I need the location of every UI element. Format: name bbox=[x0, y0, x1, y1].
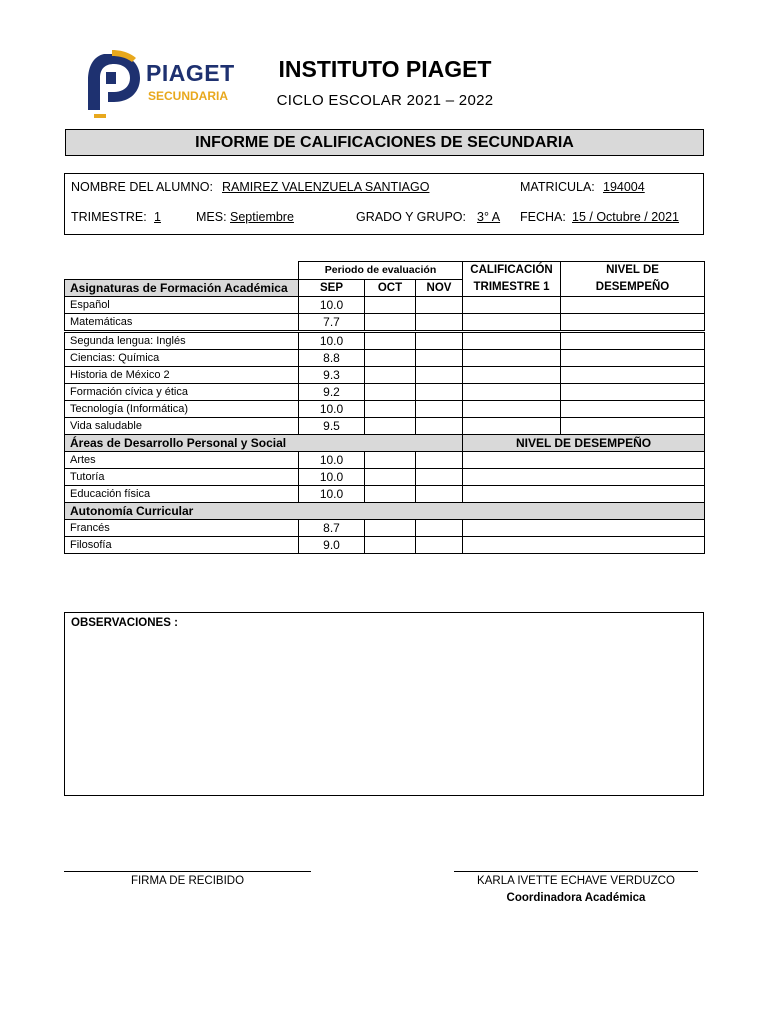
signature-line-right bbox=[454, 871, 698, 872]
coordinator-name: KARLA IVETTE ECHAVE VERDUZCO bbox=[477, 875, 675, 887]
grade-sep: 9.5 bbox=[299, 418, 365, 435]
grade-oct bbox=[365, 469, 416, 486]
grade-oct bbox=[365, 297, 416, 314]
table-row bbox=[65, 314, 705, 332]
subject-name: Historia de México 2 bbox=[65, 367, 299, 384]
fecha-label: FECHA: bbox=[520, 210, 566, 224]
nivel-desempeno bbox=[463, 537, 705, 554]
signature-line-left bbox=[64, 871, 311, 872]
table-row bbox=[65, 418, 705, 435]
student-info-box bbox=[64, 173, 704, 235]
nivel-desempeno bbox=[561, 332, 705, 350]
table-row bbox=[65, 367, 705, 384]
grade-sep: 10.0 bbox=[299, 486, 365, 503]
month-sep-header: SEP bbox=[299, 279, 365, 297]
grade-oct bbox=[365, 452, 416, 469]
grade-nov bbox=[416, 452, 463, 469]
grade-trimestre bbox=[463, 367, 561, 384]
mes-label: MES: bbox=[196, 210, 227, 224]
grade-nov bbox=[416, 401, 463, 418]
nivel-desempeno bbox=[561, 297, 705, 314]
grado-value: 3° A bbox=[477, 210, 501, 224]
grade-nov bbox=[416, 418, 463, 435]
grade-oct bbox=[365, 367, 416, 384]
nivel-desempeno bbox=[561, 367, 705, 384]
nivel-header-line1: NIVEL DE bbox=[606, 264, 659, 276]
school-year: CICLO ESCOLAR 2021 – 2022 bbox=[276, 92, 494, 109]
nivel-desempeno bbox=[463, 469, 705, 486]
grade-nov bbox=[416, 486, 463, 503]
calificacion-header-line1: CALIFICACIÓN bbox=[470, 264, 553, 276]
grade-sep: 9.2 bbox=[299, 384, 365, 401]
grades-table bbox=[64, 261, 705, 554]
grade-oct bbox=[365, 537, 416, 554]
grade-nov bbox=[416, 350, 463, 367]
table-row bbox=[65, 332, 705, 350]
grade-oct bbox=[365, 520, 416, 537]
nivel-desempeno bbox=[561, 401, 705, 418]
matricula-value: 194004 bbox=[603, 180, 645, 194]
trimestre-value: 1 bbox=[154, 210, 161, 224]
observaciones-label: OBSERVACIONES : bbox=[71, 617, 178, 629]
mes-value: Septiembre bbox=[230, 210, 294, 224]
subject-name: Tutoría bbox=[65, 469, 299, 486]
grade-sep: 10.0 bbox=[299, 332, 365, 350]
grado-label: GRADO Y GRUPO: bbox=[356, 210, 466, 224]
subject-name: Tecnología (Informática) bbox=[65, 401, 299, 418]
subject-name: Formación cívica y ética bbox=[65, 384, 299, 401]
grade-nov bbox=[416, 314, 463, 332]
grade-trimestre bbox=[463, 297, 561, 314]
grade-trimestre bbox=[463, 384, 561, 401]
piaget-logo-icon bbox=[84, 48, 144, 120]
subject-name: Español bbox=[65, 297, 299, 314]
section-header-row bbox=[65, 503, 705, 520]
grade-trimestre bbox=[463, 350, 561, 367]
coordinator-role: Coordinadora Académica bbox=[506, 892, 646, 904]
empty-header-cell bbox=[65, 262, 299, 280]
table-row bbox=[65, 469, 705, 486]
month-nov-header: NOV bbox=[416, 279, 463, 297]
subject-name: Ciencias: Química bbox=[65, 350, 299, 367]
subject-name: Matemáticas bbox=[65, 314, 299, 332]
grade-sep: 9.0 bbox=[299, 537, 365, 554]
grade-sep: 7.7 bbox=[299, 314, 365, 332]
grade-oct bbox=[365, 401, 416, 418]
table-row bbox=[65, 537, 705, 554]
nivel-desempeno bbox=[463, 520, 705, 537]
logo-subtitle: SECUNDARIA bbox=[148, 89, 229, 103]
logo-wordmark: PIAGET bbox=[146, 60, 235, 86]
student-name: RAMIREZ VALENZUELA SANTIAGO bbox=[222, 180, 430, 194]
grade-oct bbox=[365, 314, 416, 332]
month-oct-header: OCT bbox=[365, 279, 416, 297]
subject-name: Artes bbox=[65, 452, 299, 469]
grade-nov bbox=[416, 537, 463, 554]
trimestre-label: TRIMESTRE: bbox=[71, 210, 147, 224]
table-row bbox=[65, 350, 705, 367]
calificacion-header bbox=[463, 262, 561, 297]
grade-nov bbox=[416, 520, 463, 537]
nivel-desempeno bbox=[561, 418, 705, 435]
grade-sep: 10.0 bbox=[299, 452, 365, 469]
grade-sep: 10.0 bbox=[299, 401, 365, 418]
matricula-label: MATRICULA: bbox=[520, 180, 595, 194]
grade-nov bbox=[416, 297, 463, 314]
section-header-row bbox=[65, 435, 705, 452]
nivel-desempeno bbox=[561, 384, 705, 401]
signature-left-label: FIRMA DE RECIBIDO bbox=[130, 875, 245, 887]
subject-name: Filosofía bbox=[65, 537, 299, 554]
grade-sep: 8.8 bbox=[299, 350, 365, 367]
section-personal-header: Áreas de Desarrollo Personal y Social bbox=[65, 435, 463, 452]
grade-sep: 10.0 bbox=[299, 469, 365, 486]
grade-trimestre bbox=[463, 314, 561, 332]
periodo-header: Periodo de evaluación bbox=[299, 262, 463, 280]
observaciones-box bbox=[64, 612, 704, 796]
subject-name: Francés bbox=[65, 520, 299, 537]
table-header-row bbox=[65, 262, 705, 280]
nivel-header bbox=[561, 262, 705, 297]
table-row bbox=[65, 452, 705, 469]
table-row bbox=[65, 520, 705, 537]
grade-nov bbox=[416, 332, 463, 350]
table-row bbox=[65, 486, 705, 503]
section-academic-header: Asignaturas de Formación Académica bbox=[65, 279, 299, 297]
grade-sep: 8.7 bbox=[299, 520, 365, 537]
nivel-desempeno bbox=[463, 486, 705, 503]
grade-trimestre bbox=[463, 332, 561, 350]
fecha-value: 15 / Octubre / 2021 bbox=[572, 210, 680, 224]
subject-name: Vida saludable bbox=[65, 418, 299, 435]
subject-name: Educación física bbox=[65, 486, 299, 503]
grade-oct bbox=[365, 350, 416, 367]
grade-oct bbox=[365, 332, 416, 350]
grade-trimestre bbox=[463, 418, 561, 435]
grade-nov bbox=[416, 384, 463, 401]
table-row bbox=[65, 401, 705, 418]
page-title: INSTITUTO PIAGET bbox=[278, 56, 492, 82]
grade-sep: 10.0 bbox=[299, 297, 365, 314]
grade-oct bbox=[365, 486, 416, 503]
grade-trimestre bbox=[463, 401, 561, 418]
table-row bbox=[65, 297, 705, 314]
grade-oct bbox=[365, 418, 416, 435]
name-label: NOMBRE DEL ALUMNO: bbox=[71, 180, 213, 194]
nivel-header-line2: DESEMPEÑO bbox=[595, 281, 670, 293]
nivel-desempeno bbox=[463, 452, 705, 469]
grade-oct bbox=[365, 384, 416, 401]
grade-nov bbox=[416, 367, 463, 384]
calificacion-header-line2: TRIMESTRE 1 bbox=[473, 281, 550, 293]
section-autonomia-header: Autonomía Curricular bbox=[65, 503, 705, 520]
grade-sep: 9.3 bbox=[299, 367, 365, 384]
subject-name: Segunda lengua: Inglés bbox=[65, 332, 299, 350]
table-row bbox=[65, 384, 705, 401]
nivel-desempeno bbox=[561, 350, 705, 367]
report-banner: INFORME DE CALIFICACIONES DE SECUNDARIA bbox=[65, 129, 704, 156]
grade-nov bbox=[416, 469, 463, 486]
nivel-desempeno bbox=[561, 314, 705, 332]
section-personal-nivel: NIVEL DE DESEMPEÑO bbox=[463, 435, 705, 452]
